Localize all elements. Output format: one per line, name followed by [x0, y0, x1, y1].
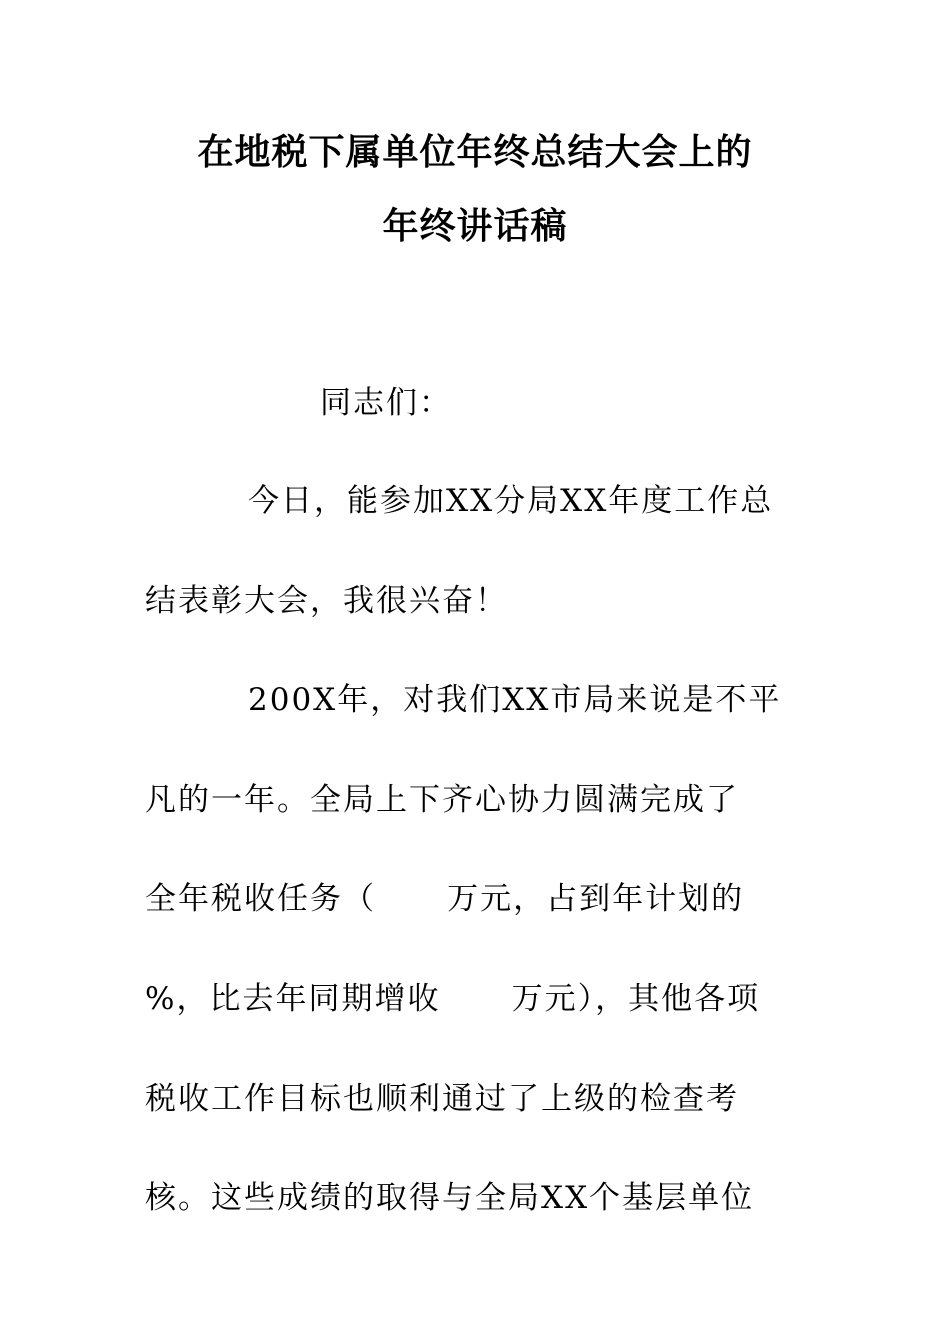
body-line-5: 全年税收任务（ 万元，占到年计划的 — [145, 881, 745, 917]
salutation: 同志们： — [320, 385, 452, 421]
body-line-8: 核。这些成绩的取得与全局XX个基层单位 — [145, 1180, 755, 1216]
body-line-4: 凡的一年。全局上下齐心协力圆满完成了 — [145, 782, 739, 818]
document-title-line-2: 年终讲话稿 — [382, 206, 568, 247]
body-line-3: 200X年，对我们XX市局来说是不平 — [248, 682, 782, 718]
body-line-7: 税收工作目标也顺利通过了上级的检查考 — [145, 1081, 739, 1117]
body-line-6: %，比去年同期增收 万元），其他各项 — [145, 981, 761, 1017]
body-line-1: 今日，能参加XX分局XX年度工作总 — [248, 483, 774, 519]
document-title-line-1: 在地税下属单位年终总结大会上的 — [197, 132, 753, 173]
body-line-2: 结表彰大会，我很兴奋！ — [145, 583, 508, 619]
